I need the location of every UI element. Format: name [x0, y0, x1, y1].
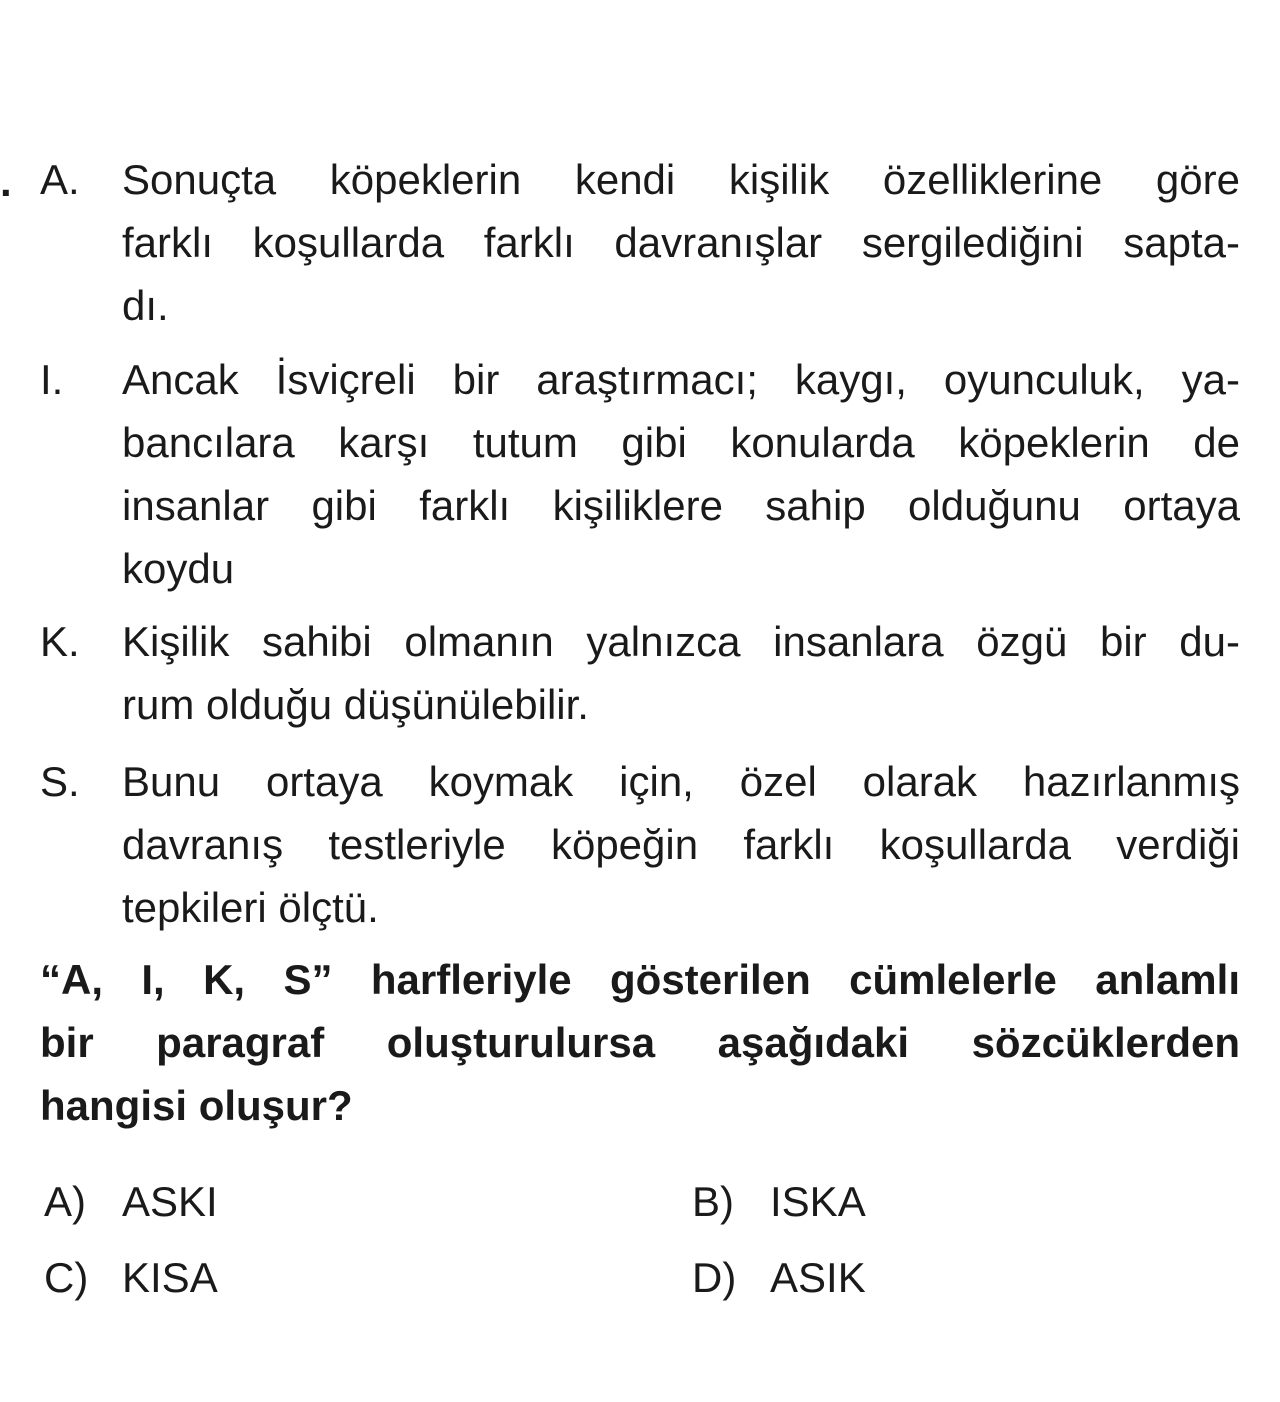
sentence-item-s	[40, 750, 1240, 939]
question-stem	[40, 948, 1240, 1137]
option-label: A)	[44, 1178, 86, 1225]
option-text: ASIK	[770, 1254, 866, 1301]
option-text: ASKI	[122, 1178, 218, 1225]
sentence-line: Kişilik sahibi olmanın yalnızca insanlara özgü bir du-	[122, 618, 1240, 665]
sentence-line: davranış testleriyle köpeğin farklı koşullarda verdiği	[122, 821, 1240, 868]
answer-option-a[interactable]	[44, 1170, 218, 1233]
sentence-letter: S.	[40, 758, 80, 805]
sentence-item-i	[40, 348, 1240, 600]
sentence-line: Bunu ortaya koymak için, özel olarak hazırlanmış	[122, 758, 1240, 805]
sentence-item-k	[40, 610, 1240, 736]
answer-option-d[interactable]	[692, 1246, 866, 1309]
option-label: B)	[692, 1178, 734, 1225]
sentence-line: dı.	[122, 282, 169, 329]
option-text: KISA	[122, 1254, 218, 1301]
sentence-line: farklı koşullarda farklı davranışlar sergilediğini sapta-	[122, 219, 1240, 266]
sentence-letter: I.	[40, 356, 64, 403]
sentence-text	[122, 348, 1240, 600]
sentence-line: rum olduğu düşünülebilir.	[122, 681, 589, 728]
sentence-letter: K.	[40, 618, 80, 665]
sentence-text	[122, 610, 1240, 736]
sentence-line: bancılara karşı tutum gibi konularda köpeklerin de	[122, 419, 1240, 466]
question-line: “A, I, K, S” harfleriyle gösterilen cümlelerle anlamlı	[40, 956, 1240, 1003]
answer-option-b[interactable]	[692, 1170, 866, 1233]
sentence-line: Sonuçta köpeklerin kendi kişilik özelliklerine göre	[122, 156, 1240, 203]
sentence-line: tepkileri ölçtü.	[122, 884, 379, 931]
sentence-text	[122, 750, 1240, 939]
sentence-line: insanlar gibi farklı kişiliklere sahip olduğunu ortaya	[122, 482, 1240, 529]
sentence-text	[122, 148, 1240, 337]
option-label: C)	[44, 1254, 89, 1301]
question-line: bir paragraf oluşturulursa aşağıdaki sözcüklerden	[40, 1019, 1240, 1066]
question-line: hangisi oluşur?	[40, 1082, 353, 1129]
sentence-item-a	[40, 148, 1240, 337]
question-number: .	[0, 158, 12, 205]
sentence-line: Ancak İsviçreli bir araştırmacı; kaygı, oyunculuk, ya-	[122, 356, 1240, 403]
option-label: D)	[692, 1254, 737, 1301]
sentence-letter: A.	[40, 156, 80, 203]
option-text: ISKA	[770, 1178, 866, 1225]
answer-option-c[interactable]	[44, 1246, 218, 1309]
sentence-line: koydu	[122, 545, 235, 592]
